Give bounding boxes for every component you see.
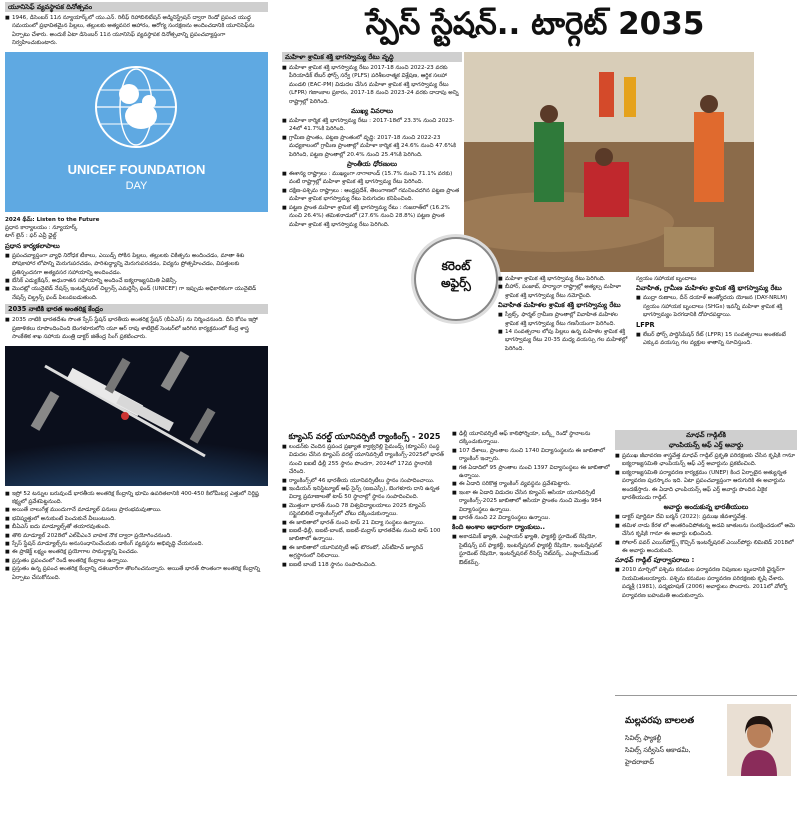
right-upper-column (636, 275, 796, 420)
hq-line: ప్రధాన కార్యాలయం : న్యూయార్క్ (5, 225, 78, 232)
author-city: హైదరాబాద్ (625, 758, 654, 766)
qs2-bullet: ■ ఈ ఏడాది సరికొత్త ర్యాంకింగ్ వ్యవస్థను ప్రవేశపెట్టారు. (452, 480, 612, 488)
details-item: ■ గ్రామీణ ప్రాంతం, పట్టణ ప్రాంతంలో వృద్ధి: 2017-18 నుంచి 2022-23 మధ్యకాలంలో గ్రామీణ ప్రాంతాల్లో మహిళా కార్మిక శక్తి 24.6% నుంచి 47.6%కి పెరిగింది, పట్టణ ప్రాంతాల్లో 20.4% నుంచి 25.4%కి పెరిగింది. (282, 134, 462, 159)
tagline-line: టాగ్ లైన్ : ఫర్ ఎవ్రీ ఛైల్డ్ (5, 233, 57, 240)
trends-item: ■ ఈశాన్య రాష్ట్రాలు : ముఖ్యంగా నాగాలాండ్ (15.7% నుంచి 71.1% వరకు) వంటి రాష్ట్రాల్లో మహిళా శ్రామిక శక్తి భాగస్వామ్య రేటు పెరిగింది. (282, 170, 462, 187)
logo-line-2: DAY (125, 179, 148, 192)
station-bullet: ■ ఈ ప్రాజెక్ట్ లక్ష్యం అంతరిక్ష ప్రయోగాల సామర్థ్యాన్ని పెంచడం. (5, 548, 268, 556)
caption-bullet: ■ మహిళా శ్రామిక శక్తి భాగస్వామ్య రేటు పెరిగింది. (498, 275, 628, 283)
age-text: ■ 14 సంవత్సరాల లోపు పిల్లలు ఉన్న మహిళల శ్రామిక శక్తి భాగస్వామ్య రేటు 20-35 మధ్య వయస్సు గల మహిళల్లో పెరిగింది. (498, 328, 628, 353)
madhav-bullet: ■ ప్రముఖ జీవావరణ శాస్త్రవేత్త మాధవ్ గాడ్గిల్ ప్రకృతి పరిరక్షణకు చేసిన కృషికి గానూ ఐక్యరాజ్యసమితి ఛాంపియన్స్ ఆఫ్ ఎర్త్ అవార్డును ప్రకటించింది. (615, 452, 797, 469)
rural-text: ■ స్వీట్స్, ఫార్మల్ గ్రామీణ ప్రాంతాల్లో వివాహిత మహిళల శ్రామిక శక్తి భాగస్వామ్య రేటు గణనీయంగా పెరిగింది. (498, 311, 628, 328)
profile-bullet: ■ 2010 మార్చిలో పశ్చిమ కనుమల పర్యావరణ నిపుణుల బృందానికి ఛైర్మన్‌గా నియమితులయ్యారు. పశ్చిమ కనుమల పర్యావరణ పరిరక్షణకు కృషి చేశారు. పద్మశ్రీ (1981), పద్మభూషణ్ (2006) అవార్డులు పొందారు. 2011లో వోల్వో పర్యావరణ బహుమతి అందుకున్నారు. (615, 566, 797, 600)
trends-item: ■ పట్టణ ప్రాంత మహిళా శ్రామిక శక్తి భాగస్వామ్య రేటు : గుజరాత్‌లో (16.2% నుంచి 26.4%) తమిళనాడులో (27.6% నుంచి 28.8%) పట్టణ ప్రాంత మహిళా శ్రామిక శక్తి భాగస్వామ్య రేటు పెరిగింది. (282, 204, 462, 229)
qs-bullet: ■ మొత్తంగా భారత్ నుంచి 78 విశ్వవిద్యాలయాలు 2025 క్యూఎస్ సస్టైనబిలిటీ ర్యాంకింగ్స్‌లో చోటు దక్కించుకున్నాయి. (282, 502, 447, 519)
trends-heading: ప్రాంతీయ ధోరణులు (346, 160, 398, 169)
qs-bullet: ■ ఐఐటీ బాంబే 118 స్థానం సంపాదించింది. (282, 561, 447, 569)
rural-women-heading: వివాహిత, గ్రామీణ మహిళల శ్రామిక శక్తి భాగస్వామ్య రేటు (636, 284, 782, 293)
current-affairs-badge (414, 237, 498, 321)
author-photo (727, 704, 791, 776)
caption-bullet: ■ బీహార్, పంజాబ్, హర్యానా రాష్ట్రాల్లో అత్యల్ప మహిళా శ్రామిక శక్తి భాగస్వామ్య రేటు నమోదైంది. (498, 283, 628, 300)
activity-item: ■ మొదట్లో యునైటెడ్ నేషన్స్ ఇంటర్నేషనల్ చిల్డ్రన్స్ ఎమర్జెన్సీ ఫండ్ (UNICEF) గా ఇప్పుడు అధికారికంగా యునైటెడ్ నేషన్స్ చిల్డ్రన్స్ ఫండ్ పిలువబడుతుంది. (5, 285, 268, 302)
reasons-text: ■ అకాడమిక్ ఖ్యాతి, ఎంప్లాయర్ ఖ్యాతి, ఫ్యాకల్టీ స్టూడెంట్ రేషియో, సైటేషన్స్ పర్ ఫ్యాకల్టీ, ఇంటర్నేషనల్ ఫ్యాకల్టీ రేషియో, ఇంటర్నేషనల్ స్టూడెంట్ రేషియో, ఇంటర్నేషనల్ రీసెర్చ్ నెట్‌వర్క్, ఎంప్లాయ్‌మెంట్ ఔట్‌కమ్స్. (452, 533, 612, 567)
left-column (5, 2, 268, 822)
workers-photo (464, 52, 754, 272)
qs-bullet: ■ ఐఐటీ-ఢిల్లీ, ఐఐటీ-బాంబే, ఐఐటీ-మద్రాస్ భారతదేశం నుంచి టాప్ 100 జాబితాలో ఉన్నాయి. (282, 527, 447, 544)
qs2-bullet: ■ భారత్ నుంచి 22 విద్యాసంస్థలు ఉన్నాయి. (452, 514, 612, 522)
madhav-bullet: ■ ఐక్యరాజ్యసమితి పర్యావరణ కార్యక్రమం (UNEP) కింద ఏర్పాటైన అత్యున్నత పర్యావరణ పురస్కారం ఇది. ఏటా ప్రపంచవ్యాప్తంగా ఆరుగురికి ఈ అవార్డును అందజేస్తారు. ఈ ఏడాది ఛాంపియన్స్ ఆఫ్ ఎర్త్ అవార్డు పొందిన ఏకైక భారతీయుడు గాడ్గిల్. (615, 469, 797, 503)
qs-bullet: ■ ఈ జాబితాలో యూనివర్సిటీ ఆఫ్ టొరంటో, ఎస్‌టీహెచ్ జ్యూరిచ్ అగ్రస్థానంలో నిలిచాయి. (282, 544, 447, 561)
indians-item: ■ సోలార్ పవర్ ఎయిర్‌పోర్ట్స్ కొచ్చిన్ ఇంటర్నేషనల్ ఎయిర్‌పోర్టు లిమిటెడ్ 2018లో ఈ అవార్డు అందుకుంది. (615, 539, 797, 556)
details-heading: ముఖ్య వివరాలు (351, 107, 393, 116)
indians-item: ■ డాక్టర్ పూర్ణిమా దేవి బర్మన్ (2022): ప్రముఖ జీవశాస్త్రవేత్త. (615, 513, 797, 521)
details-item: ■ మహిళా కార్మిక శక్తి భాగస్వామ్య రేటు : 2017-18లో 23.3% నుంచి 2023-24లో 41.7%కి పెరిగింది. (282, 117, 462, 134)
qs-bullet: ■ లండన్‌కు చెందిన ప్రపంచ ప్రఖ్యాత క్వాక్వరెల్లి సైమండ్స్ (క్యూఎస్) సంస్థ విడుదల చేసిన క్యూఎస్ వరల్డ్ యూనివర్సిటీ ర్యాంకింగ్స్-2025లో భారత్ నుంచి ఐఐటీ ఢిల్లీ 255 స్థానం పొందగా, 2024లో 172వ స్థానానికి చేరింది. (282, 443, 447, 477)
unicef-emblem-icon (91, 62, 181, 152)
women-heading: మహిళా శ్రామిక శక్తి భాగస్వామ్య రేటు వృద్ధి (282, 52, 462, 62)
author-portrait-icon (727, 704, 791, 776)
indians-item: ■ తమిళ నాడు కేరళ లో అంతరించిపోతున్న అడవి జాతులను సంరక్షించడంలో ఆమె చేసిన కృషికి గానూ ఈ అవార్డు లభించింది. (615, 522, 797, 539)
space-station-image (5, 346, 268, 486)
unicef-heading: యూనిసెఫ్ వ్యవస్థాపక దినోత్సవం (5, 2, 268, 12)
madhav-column (615, 430, 797, 685)
headline-box (270, 0, 800, 50)
qs2-bullet: ■ ఇంకా ఈ ఏడాది విడుదల చేసిన క్యూఎస్ ఆసియా యూనివర్సిటీ ర్యాంకింగ్స్-2025 జాబితాలో ఆసియా ప్రాంతం నుంచి మొత్తం 984 విద్యాసంస్థలు ఉన్నాయి. (452, 489, 612, 514)
cont-text: స్వయం సహాయక బృందాలు (636, 276, 697, 282)
theme-line: 2024 థీమ్: Listen to the Future (5, 216, 100, 223)
caption-column (498, 275, 628, 415)
qs-column (282, 430, 447, 820)
qs2-bullet: ■ 107 దేశాలు, ప్రాంతాల నుంచి 1740 విద్యాసంస్థలను ఈ జాబితాలో ర్యాంకింగ్ ఇచ్చారు. (452, 447, 612, 464)
station-bullet: ■ స్పేస్ స్టేషన్ మాడ్యూల్స్‌ను అనుసంధానించేందుకు డాకింగ్ వ్యవస్థను అభివృద్ధి చేయనుంది. (5, 540, 268, 548)
qs2-bullet: ■ గత ఏడాదిలో 95 ప్రాంతాల నుంచి 1397 విద్యాసంస్థలు ఈ జాబితాలో ఉన్నాయి. (452, 464, 612, 481)
qs2-bullet: ■ ఢిల్లీ యూనివర్సిటీ ఆఫ్ కాలిఫోర్నియా, బర్క్లీ రెండో స్థానాలను దక్కించుకున్నాయి. (452, 430, 612, 447)
rural-women-text: ■ ముద్రా రుణాలు, దీన్ దయాళ్ అంత్యోదయ యోజన (DAY-NRLM) స్వయం సహాయక బృందాలు (SHGs) ఇవన్నీ మహిళా శ్రామిక శక్తి భాగస్వామ్యం పెరగడానికి దోహదపడ్డాయి. (636, 294, 796, 319)
station-bullet: ■ భవిష్యత్తులో అనుకుంటే పెంచుకునే వీలుంటుంది. (5, 515, 268, 523)
women-workers-image (464, 52, 754, 272)
current-affairs-line-1: కరెంట్ (441, 259, 471, 273)
current-affairs-line-2: అఫైర్స్ (441, 276, 471, 290)
indians-heading: అవార్డు అందుకున్న భారతీయులు (663, 503, 749, 512)
author-org: సివిల్స్ సర్వీసెస్ అకాడమీ, (625, 746, 691, 754)
women-bullet: ■ మహిళా శ్రామిక శక్తి భాగస్వామ్య రేటు 2017-18 నుంచి 2022-23 వరకు పీరియాడిక్ లేబర్ ఫోర్స్ సర్వే (PLFS) పరిశీలనాత్మక విశ్లేషణ, ఆర్థిక సలహా మండలి (EAC-PM) విడుదల చేసిన మహిళా శ్రామిక శక్తి భాగస్వామ్య రేటు (LFPR) గణాంకాల ప్రకారం, 2017-18 నుంచి 2023-24 వరకు దాదాపు అన్ని రాష్ట్రాల్లో పెరిగింది. (282, 64, 462, 106)
station-bullet: ■ అయితే నాలుగేళ్ల ముందుగానే మాడ్యూల్ పనులు ప్రారంభమవుతాయి. (5, 506, 268, 514)
qs-bullet: ■ ఈ జాబితాలో భారత్ నుంచి టాప్ 21 విద్యా సంస్థలు ఉన్నాయి. (282, 519, 447, 527)
station-bullet: ■ తొలి మాడ్యూల్ 2028లో ఎల్‌వీఎం3 వాహక నౌక ద్వారా ప్రయోగించనుంది. (5, 532, 268, 540)
reasons-heading: కింది అంశాల ఆధారంగా ర్యాంకులు.. (452, 523, 545, 532)
rural-heading: వివాహిత మహిళల శ్రామిక శక్తి భాగస్వామ్య రేటు (498, 301, 621, 310)
headline: స్పేస్ స్టేషన్.. టార్గెట్ 2035 (365, 6, 705, 42)
unicef-logo-panel (5, 52, 268, 212)
lfpr-text: ■ లేబర్ ఫోర్స్ పార్టిసిపేషన్ రేట్ (LFPR) 15 సంవత్సరాలు అంతకంటే ఎక్కువ వయస్సు గల వ్యక్తుల శాతాన్ని సూచిస్తుంది. (636, 331, 796, 348)
station-heading: 2035 నాటికి భారత అంతరిక్ష కేంద్రం (5, 304, 268, 314)
unicef-text: ■ 1946, డిసెంబర్ 11న న్యూయార్క్‌లో యు.ఎన్. రిలీఫ్ రిహాబిలిటేషన్ అడ్మినిస్ట్రేషన్ ద్వారా రెండో ప్రపంచ యుద్ధ సమయంలో ప్రభావితమైన పిల్లలు, తల్లులకు అత్యవసర ఆహారం, ఆరోగ్య సంరక్షణను అందించడానికి యూనిసెఫ్‌ను ఏర్పాటు చేశారు. అందుకే ఏటా డిసెంబర్ 11న యూనిసెఫ్ వ్యవస్థాపక దినోత్సవాన్ని ప్రపంచవ్యాప్తంగా నిర్వహించుకుంటారు. (5, 14, 268, 48)
madhav-heading-2: ఛాంపియన్స్ ఆఫ్ ఎర్త్ అవార్డు (615, 440, 797, 450)
space-station-photo (5, 346, 268, 486)
station-bullet: ■ ప్రస్తుతం ఉన్న ప్రపంచ అంతరిక్ష కేంద్రాన్ని దశలవారీగా తొలగించనున్నారు. అయితే భారత్ సొంతంగా అంతరిక్ష కేంద్రాన్ని ఏర్పాటు చేసుకోనుంది. (5, 565, 268, 582)
qs-bullet: ■ ర్యాంకింగ్స్‌లో 46 భారతీయ యూనివర్సిటీలు స్థానం సంపాదించాయి. (282, 477, 447, 485)
trends-item: ■ దక్షిణ-పశ్చిమ రాష్ట్రాలు : ఆంధ్రప్రదేశ్, తెలంగాణలో గమనించదగిన పట్టణ ప్రాంత మహిళా శ్రామిక భాగస్వామ్య రేటు పెరుగుదల కనిపించింది. (282, 187, 462, 204)
author-role: సివిల్స్ ఫ్యాకల్టీ (625, 734, 662, 742)
logo-line-1: UNICEF FOUNDATION (67, 161, 206, 177)
qs-heading: క్యూఎస్ వరల్డ్ యూనివర్సిటీ ర్యాంకింగ్స్ - 2025 (288, 432, 441, 441)
station-bullet: ■ ప్రస్తుతం ప్రపంచంలో రెండే అంతరిక్ష కేంద్రాలు ఉన్నాయి. (5, 557, 268, 565)
author-name: మల్లవరపు బాలలత (625, 716, 695, 726)
station-bullet: ■ ఇస్రో 52 టన్నుల బరువుండే భారతీయ అంతరిక్ష కేంద్రాన్ని భూమి ఉపరితలానికి 400-450 కిలోమీటర్ల ఎత్తులో నిర్దిష్ట కక్ష్యలో ప్రవేశపెట్టనుంది. (5, 490, 268, 507)
activities-heading: ప్రధాన కార్యకలాపాలు (5, 241, 60, 250)
activity-item: ■ బేసిక్ ఎడ్యుకేషన్, అధునాతన సహాయాన్ని అందించే ఐక్యరాజ్యసమితి ఏజెన్సీ. (5, 277, 268, 285)
qs-column-2 (452, 430, 612, 820)
profile-heading: మాధవ్ గాడ్గిల్ పూర్వాపరాలు : (615, 556, 695, 565)
station-text: ■ 2035 నాటికి భారతదేశం సొంత స్పేస్ స్టేషన్ భారతీయ అంతరిక్ష స్టేషన్ (బీఏఎస్) ను నిర్మించనుంది. దీని కోసం ఇస్రో ప్రణాళికలు రూపొందించింది బెంగళూరులోని యూ ఆర్ రావు శాటిలైట్ సెంటర్‌లో జరిగిన కార్యక్రమంలో కేంద్ర శాస్త్ర సాంకేతిక శాఖ సహాయ మంత్రి డాక్టర్ జితేంద్ర సింగ్ ప్రకటించారు. (5, 316, 268, 341)
qs-bullet: ■ ఇండియన్ ఇనిస్టిట్యూట్ ఆఫ్ సైన్స్ (ఐఐఎస్సీ), బెంగళూరు దాని ఉన్నత విద్యా ప్రమాణాలతో టాప్ 50 స్థానాల్లో స్థానం సంపాదించింది. (282, 485, 447, 502)
lfpr-heading: LFPR (636, 320, 655, 329)
activity-item: ■ ప్రపంచవ్యాప్తంగా వ్యాధి నిరోధక టీకాలు, ఎయిడ్స్ సోకిన పిల్లలు, తల్లులకు చికిత్సను అందించడం, మాతా శిశు పోషకాహార లోపాన్ని మెరుగుపరచడం, పారిశుద్ధ్యాన్ని మెరుగుపరచడం, విద్యను ప్రోత్సహించడం, విపత్తులకు ప్రతిస్పందనగా అత్యవసర సహాయాన్ని అందించడం. (5, 252, 268, 277)
women-column (282, 52, 462, 422)
station-bullet: ■ బీఏఎస్ ఐదు మాడ్యూల్స్‌తో తయారవుతుంది. (5, 523, 268, 531)
author-box (615, 695, 797, 821)
madhav-heading-1: మాధవ్ గాడ్గిల్‌కి (615, 430, 797, 440)
